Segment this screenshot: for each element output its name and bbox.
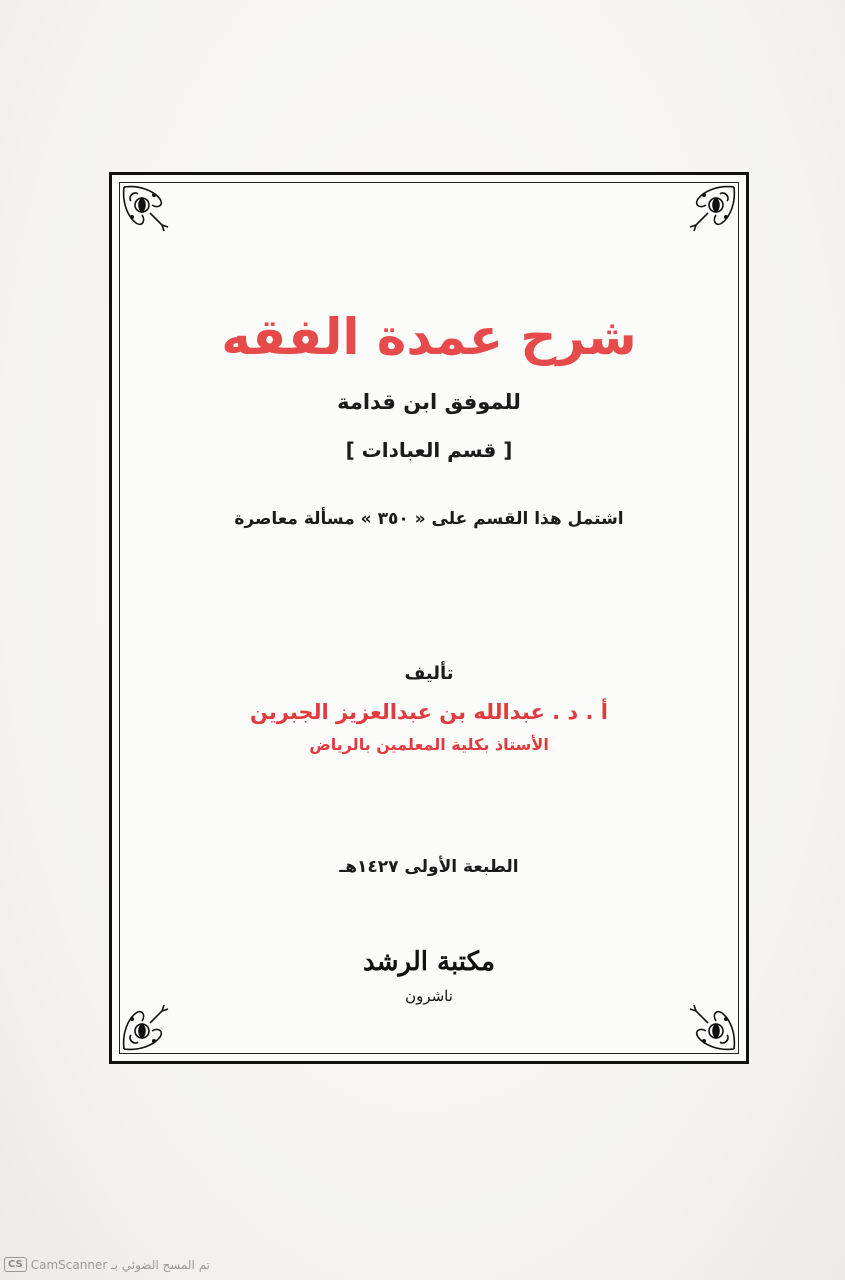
corner-ornament-icon xyxy=(120,183,176,239)
author-title: الأستاذ بكلية المعلمين بالرياض xyxy=(309,735,549,754)
publisher-name: مكتبة الرشد xyxy=(363,947,495,977)
camscanner-logo: CS xyxy=(4,1257,27,1272)
book-section: [ قسم العبادات ] xyxy=(345,438,513,462)
corner-ornament-icon xyxy=(120,997,176,1053)
contents-note: اشتمل هذا القسم على « ٣٥٠ » مسألة معاصرة xyxy=(234,509,624,529)
scanner-watermark xyxy=(4,1257,210,1272)
edition-note: الطبعة الأولى ١٤٢٧هـ xyxy=(339,857,519,877)
publisher-role: ناشرون xyxy=(405,987,453,1005)
book-subtitle: للموفق ابن قدامة xyxy=(337,390,521,414)
author-label: تأليف xyxy=(404,663,454,684)
author-name: أ . د . عبدالله بن عبدالعزيز الجبرين xyxy=(250,700,608,724)
scanner-watermark-text: تم المسح الضوئي بـ CamScanner xyxy=(30,1257,211,1272)
corner-ornament-icon xyxy=(682,997,738,1053)
book-title: شرح عمدة الفقه xyxy=(221,308,637,366)
title-page-frame xyxy=(109,172,749,1064)
corner-ornament-icon xyxy=(682,183,738,239)
